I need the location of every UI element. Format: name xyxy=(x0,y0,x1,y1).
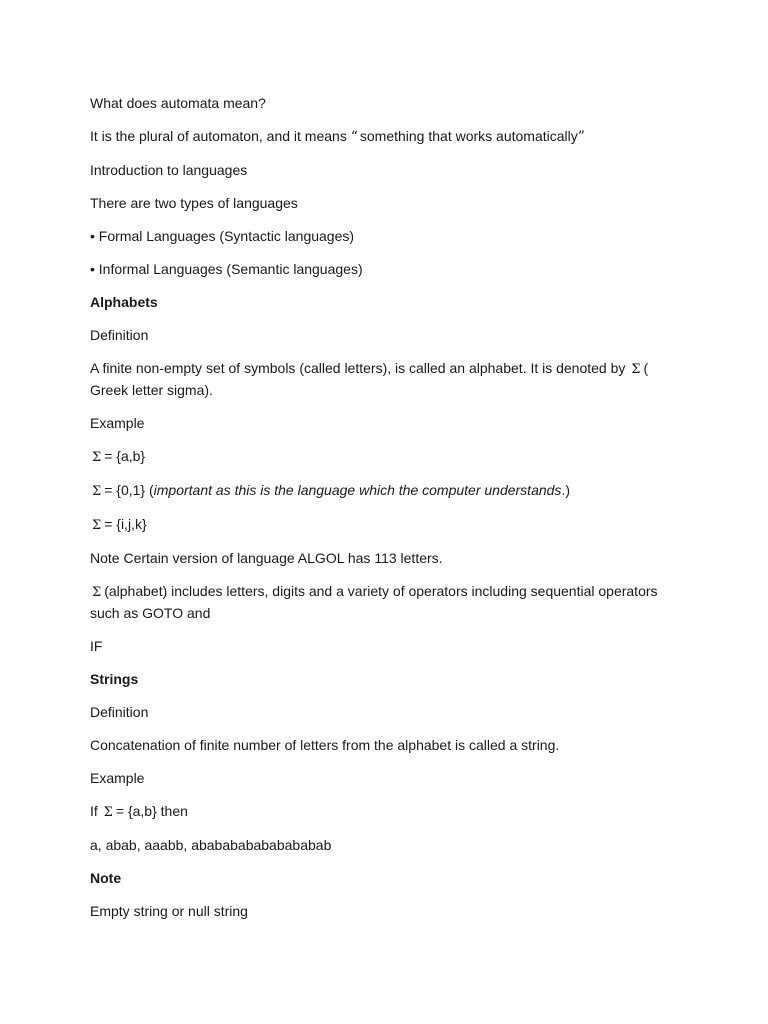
sigma-symbol: Σ xyxy=(92,484,102,499)
automata-def-quote: something that works automatically xyxy=(359,128,578,144)
example-set: = {0,1} ( xyxy=(104,482,154,498)
note-algol: Note Certain version of language ALGOL has 113 letters. xyxy=(90,550,443,566)
alphabets-heading: Alphabets xyxy=(90,294,158,310)
example-label-2: Example xyxy=(90,770,145,786)
sigma-symbol: Σ xyxy=(92,585,102,600)
intro-languages: Introduction to languages xyxy=(90,162,248,178)
alphabets-definition-text xyxy=(90,358,690,401)
example-label: Example xyxy=(90,415,145,431)
sigma-symbol: Σ xyxy=(103,805,113,820)
string-examples: a, abab, aaabb, ababababababababab xyxy=(90,837,332,853)
example-sigma-01 xyxy=(90,480,690,502)
alphabet-def-pre: A finite non-empty set of symbols (called letters), is called an alphabet. It is denoted by xyxy=(90,360,630,376)
example-note-italic: important as this is the language which the computer understands xyxy=(153,482,562,498)
question-automata: What does automata mean? xyxy=(90,95,266,111)
sigma-symbol: Σ xyxy=(92,450,102,465)
automata-def-text: It is the plural of automaton, and it means xyxy=(90,128,351,144)
sigma-symbol: Σ xyxy=(92,518,102,533)
if-text: IF xyxy=(90,638,103,654)
alphabets-definition-label: Definition xyxy=(90,327,149,343)
example-set: = {a,b} xyxy=(104,448,146,464)
empty-string-text: Empty string or null string xyxy=(90,903,248,919)
if-sigma-rest: = {a,b} then xyxy=(115,803,188,819)
bullet-formal: • Formal Languages (Syntactic languages) xyxy=(90,228,355,244)
strings-heading: Strings xyxy=(90,671,139,687)
document-page xyxy=(90,93,690,934)
example-sigma-ab xyxy=(90,446,690,468)
example-set: = {i,j,k} xyxy=(104,516,147,532)
automata-definition xyxy=(90,126,690,148)
alphabet-def-post: ( Greek letter sigma). xyxy=(90,360,649,398)
if-prefix: If xyxy=(90,803,102,819)
strings-definition-text: Concatenation of finite number of letters from the alphabet is called a string. xyxy=(90,737,560,753)
example-sigma-ijk xyxy=(90,514,690,536)
quote-close: ” xyxy=(577,129,585,145)
strings-definition-label: Definition xyxy=(90,704,149,720)
example-set-close: .) xyxy=(561,482,570,498)
quote-open: “ xyxy=(350,129,358,145)
two-types-text: There are two types of languages xyxy=(90,195,298,211)
note-heading: Note xyxy=(90,870,122,886)
sigma-includes-text: (alphabet) includes letters, digits and a variety of operators including sequential operators such as GOTO and xyxy=(90,583,658,621)
if-sigma-line xyxy=(90,801,690,823)
sigma-symbol: Σ xyxy=(631,362,641,377)
bullet-informal: • Informal Languages (Semantic languages) xyxy=(90,261,363,277)
sigma-includes xyxy=(90,581,690,624)
